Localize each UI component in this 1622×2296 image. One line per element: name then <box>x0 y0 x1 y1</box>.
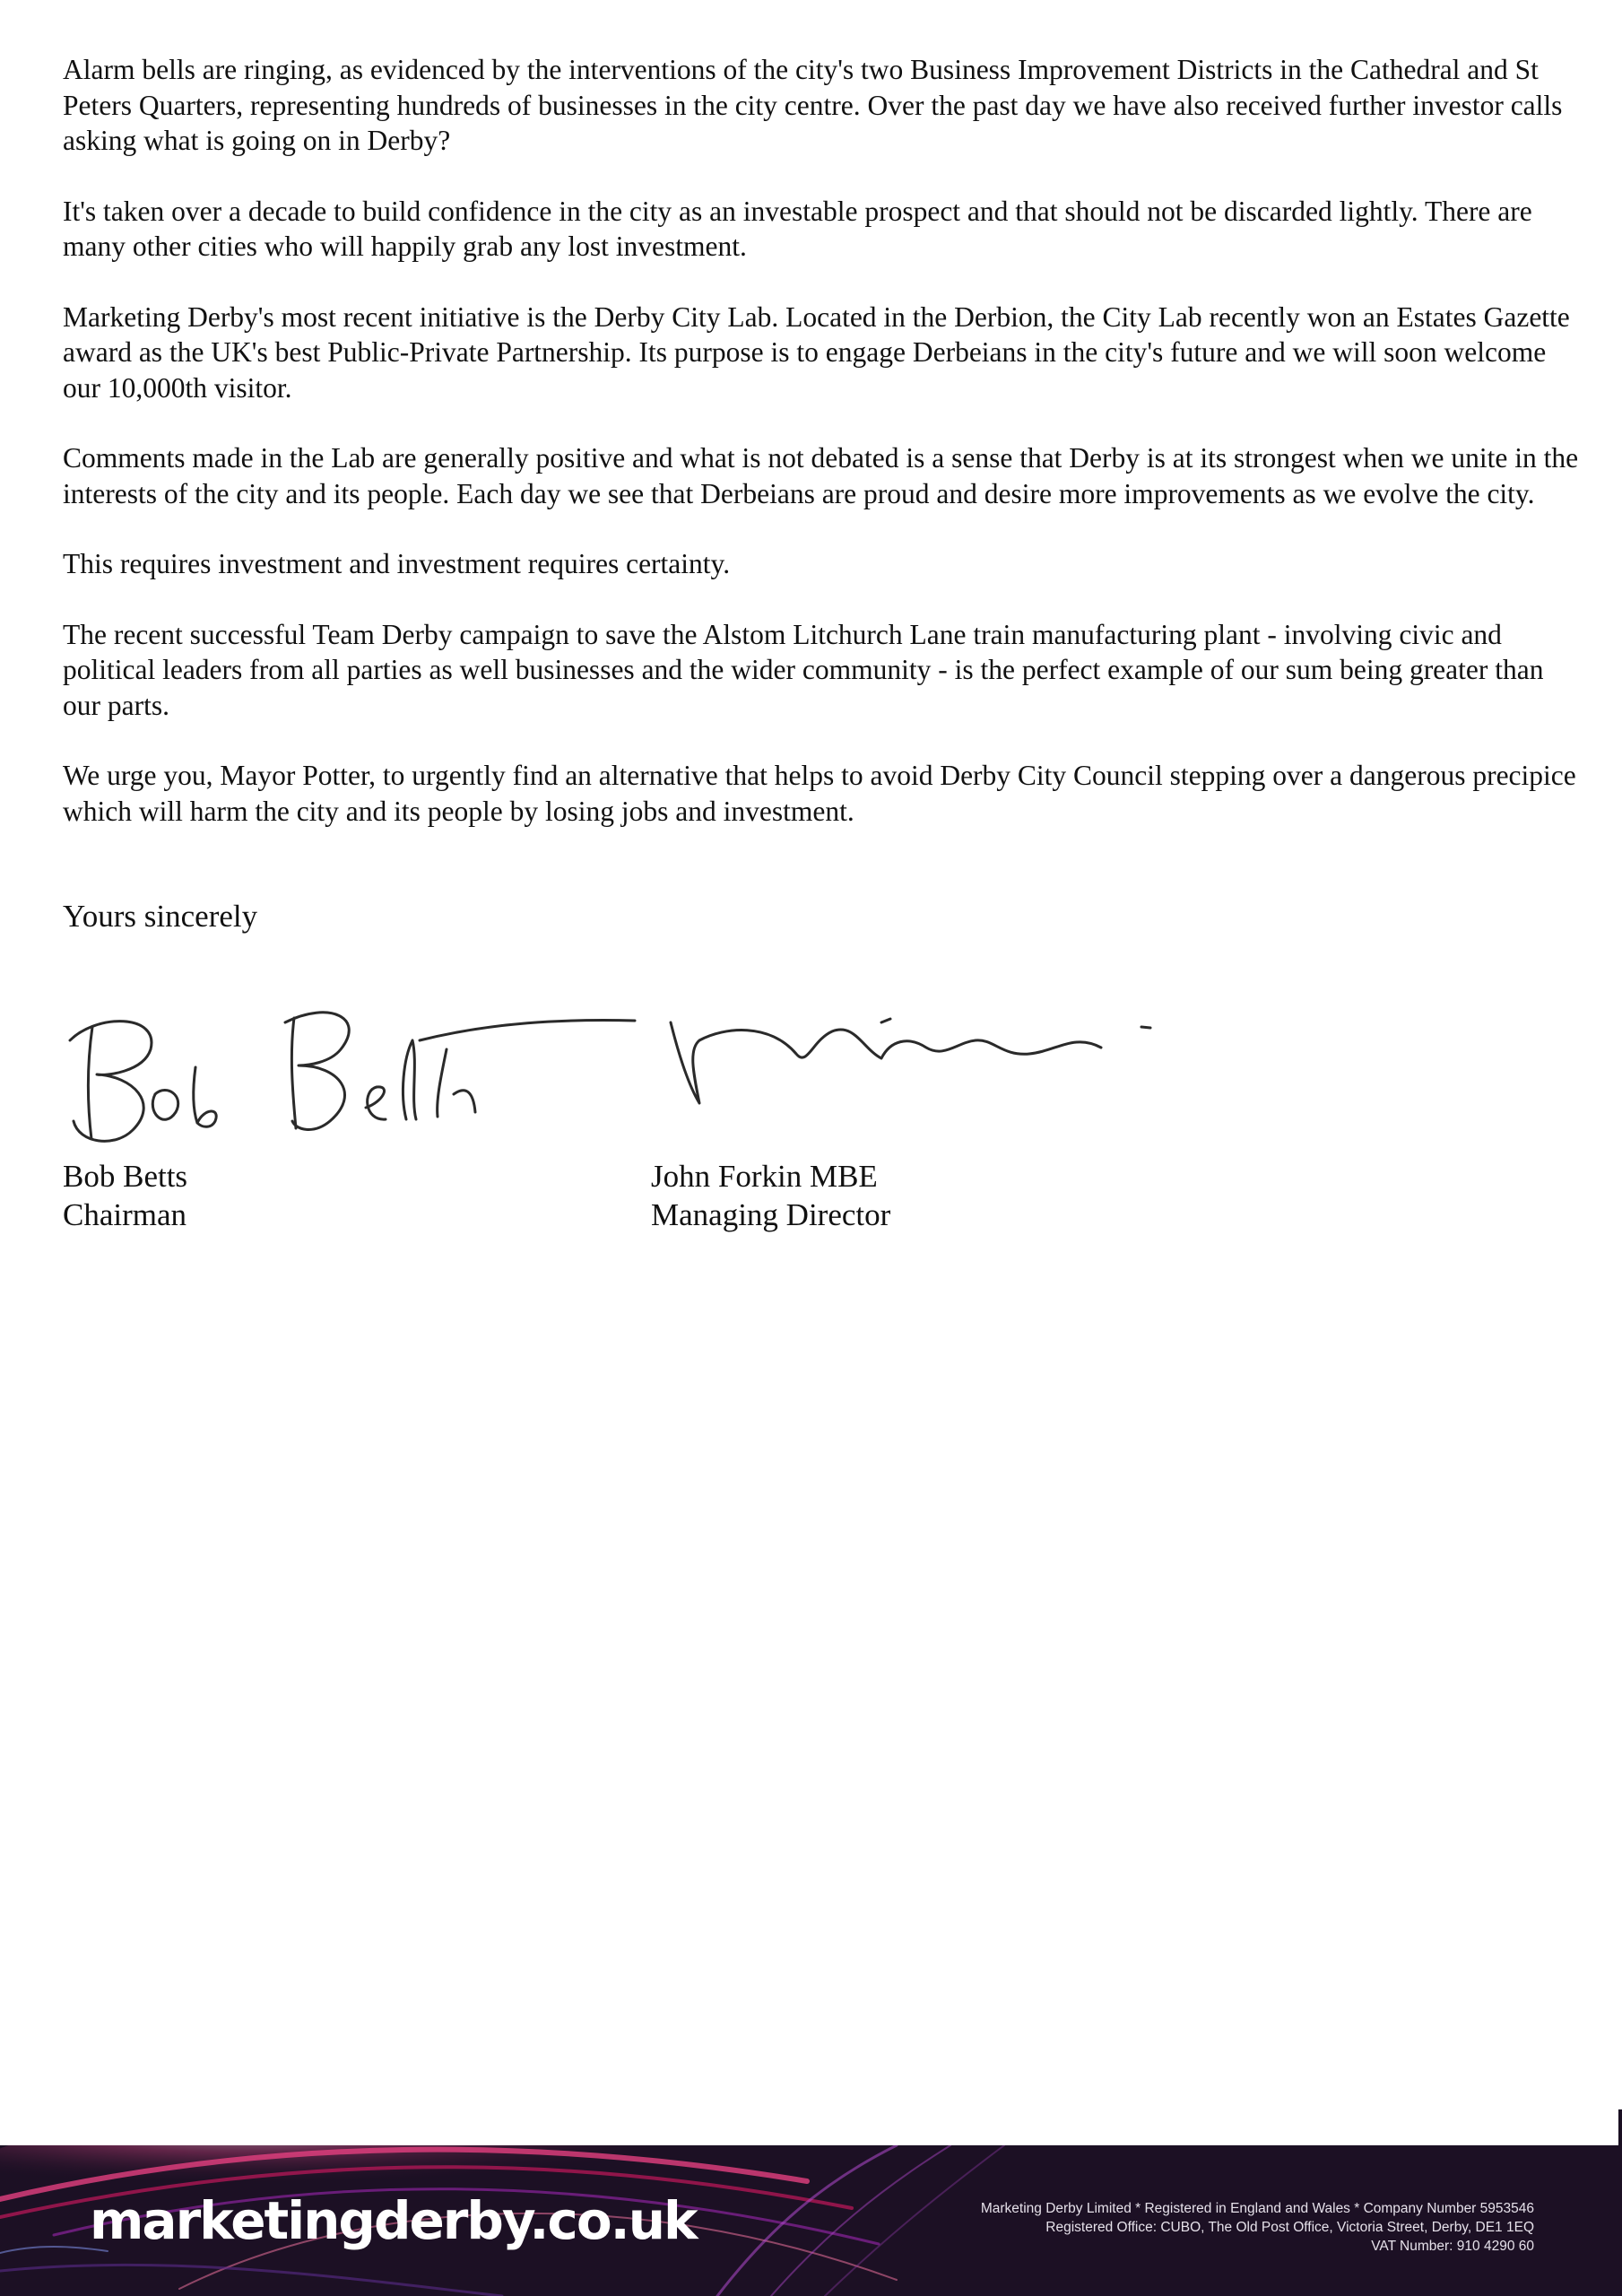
signatory-john-forkin <box>651 1157 890 1234</box>
footer-website: marketingderby.co.uk <box>90 2190 697 2251</box>
letterhead-footer <box>0 2145 1622 2296</box>
signatory-name: John Forkin MBE <box>651 1159 878 1194</box>
paragraph-city-lab: Marketing Derby's most recent initiative is the Derby City Lab. Located in the Derbion, the City Lab recently won an Estates Gazette award as the UK's best Public-Private Partnership. Its purpose is to engage Derbeians in the city's future and we will soon welcome our 10,000th visitor. <box>63 300 1570 404</box>
signatory-bob-betts <box>63 1157 187 1234</box>
paragraph-team-derby: The recent successful Team Derby campaign to save the Alstom Litchurch Lane train manufacturing plant - involving civic and political leaders from all parties as well businesses and the wider community - is the perfect example of our sum being greater than our parts. <box>63 618 1544 721</box>
footer-edge-mark <box>1618 2109 1622 2147</box>
footer-company-info <box>981 2199 1534 2256</box>
signatory-title: Managing Director <box>651 1197 891 1232</box>
paragraph-comments: Comments made in the Lab are generally positive and what is not debated is a sense that Derby is at its strongest when we unite in the interests of the city and its people. Each day we see that Derbeians are proud and desire more improvements as we evolve the city. <box>63 442 1579 509</box>
paragraph-certainty: This requires investment and investment requires certainty. <box>63 548 731 579</box>
signatory-title: Chairman <box>63 1197 187 1232</box>
paragraph-alarm-bells: Alarm bells are ringing, as evidenced by the interventions of the city's two Business Improvement Districts in the Cathedral and St Peters Quarters, representing hundreds of businesses in the city centre. Over the past day we have also received further investor calls asking what is going on in Derby? <box>63 54 1563 156</box>
signature-bob-betts <box>70 1013 635 1142</box>
paragraph-confidence: It's taken over a decade to build confidence in the city as an investable prospect and that should not be discarded lightly. There are many other cities who will happily grab any lost investment. <box>63 195 1532 262</box>
footer-vat-line: VAT Number: 910 4290 60 <box>1371 2239 1534 2254</box>
footer-office-line: Registered Office: CUBO, The Old Post Office, Victoria Street, Derby, DE1 1EQ <box>1045 2220 1534 2235</box>
letter-body <box>63 52 1587 864</box>
closing-salutation: Yours sincerely <box>63 899 258 934</box>
signature-john-forkin <box>671 1019 1150 1103</box>
signatory-name: Bob Betts <box>63 1159 188 1194</box>
paragraph-urge: We urge you, Mayor Potter, to urgently find an alternative that helps to avoid Derby City Council stepping over a dangerous precipice which will harm the city and its people by losing jobs and investment. <box>63 760 1576 827</box>
handwritten-signatures <box>61 987 1227 1157</box>
footer-company-line: Marketing Derby Limited * Registered in England and Wales * Company Number 5953546 <box>980 2201 1534 2216</box>
